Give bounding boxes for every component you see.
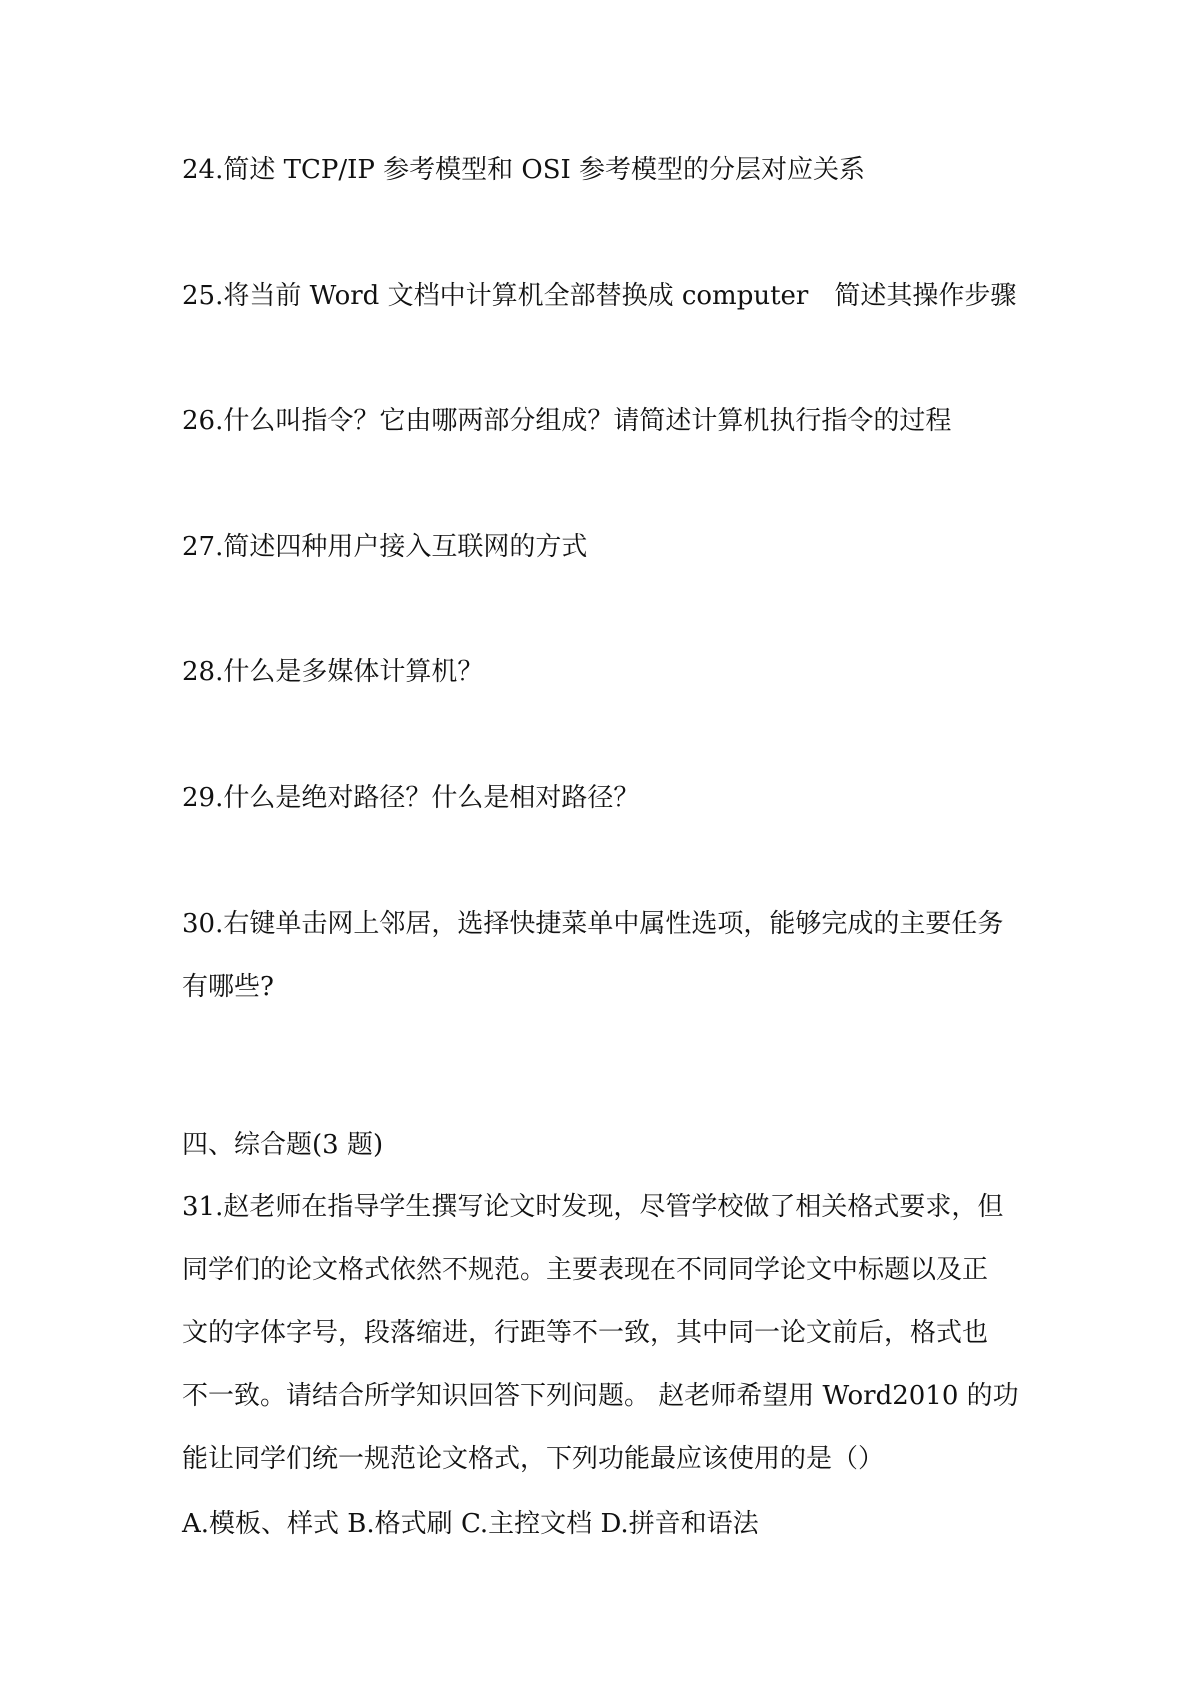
question-25: 25.将当前 Word 文档中计算机全部替换成 computer 简述其操作步骤 xyxy=(182,281,1017,311)
question-27: 27.简述四种用户接入互联网的方式 xyxy=(182,532,588,562)
question-24: 24.简述 TCP/IP 参考模型和 OSI 参考模型的分层对应关系 xyxy=(182,155,866,185)
question-31-line: 文的字体字号，段落缩进，行距等不一致，其中同一论文前后，格式也 xyxy=(182,1318,989,1348)
question-26: 26.什么叫指令？它由哪两部分组成？请简述计算机执行指令的过程 xyxy=(182,406,952,436)
question-28: 28.什么是多媒体计算机？ xyxy=(182,657,484,687)
section-4-heading: 四、综合题(3 题) xyxy=(182,1130,384,1160)
question-31-line: 不一致。请结合所学知识回答下列问题。 赵老师希望用 Word2010 的功 xyxy=(182,1381,1019,1411)
question-31-line: 能让同学们统一规范论文格式，下列功能最应该使用的是（） xyxy=(182,1444,885,1474)
question-30-line-1: 30.右键单击网上邻居，选择快捷菜单中属性选项，能够完成的主要任务 xyxy=(182,909,1004,939)
question-29: 29.什么是绝对路径？什么是相对路径？ xyxy=(182,783,640,813)
question-30-line-2: 有哪些? xyxy=(182,972,274,1002)
question-31-line: 同学们的论文格式依然不规范。主要表现在不同同学论文中标题以及正 xyxy=(182,1255,989,1285)
question-31 xyxy=(182,1176,1022,1491)
question-31-options: A.模板、样式 B.格式刷 C.主控文档 D.拼音和语法 xyxy=(182,1509,759,1539)
question-31-line: 31.赵老师在指导学生撰写论文时发现，尽管学校做了相关格式要求，但 xyxy=(182,1192,1004,1222)
